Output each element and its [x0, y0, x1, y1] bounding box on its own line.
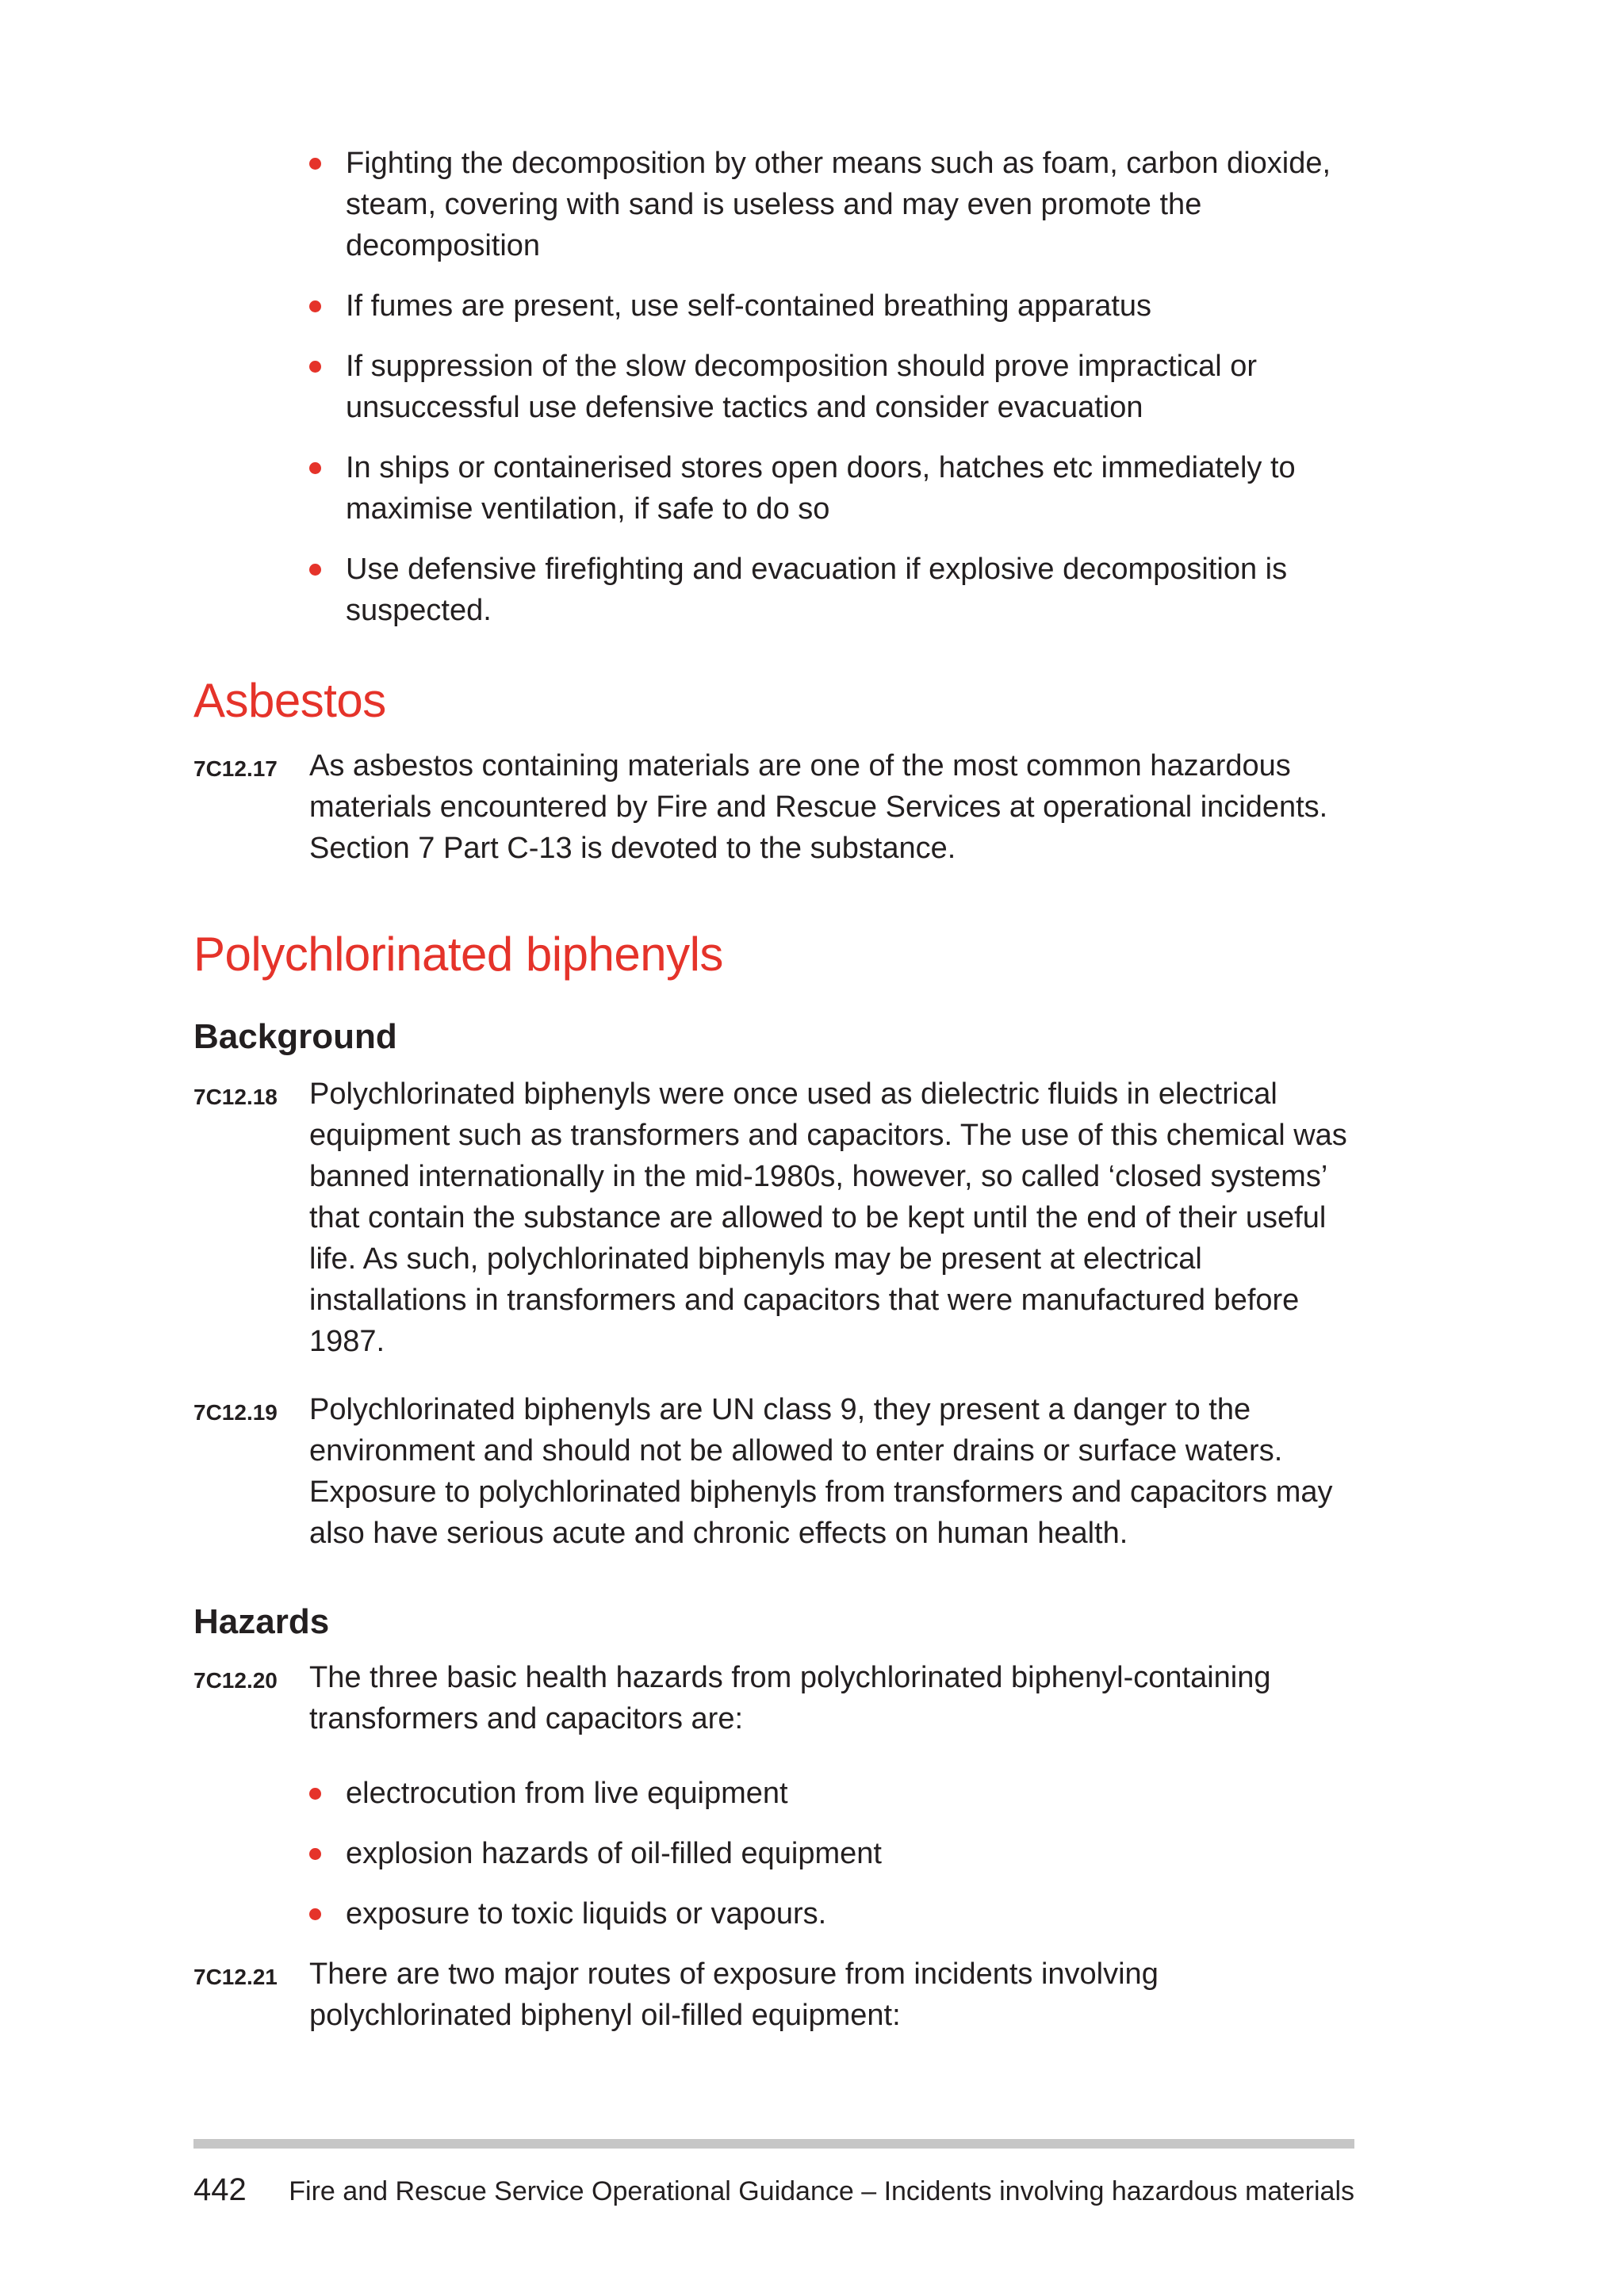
- asbestos-heading: Asbestos: [193, 674, 386, 727]
- background-heading: Background: [193, 1017, 397, 1056]
- list-item-text: If fumes are present, use self-contained breathing apparatus: [346, 289, 1152, 323]
- paragraph-7c12-18: [193, 1073, 1359, 1362]
- paragraph-7c12-19: [193, 1389, 1359, 1554]
- page-number: 442: [193, 2172, 247, 2207]
- list-item-text: Use defensive firefighting and evacuation if explosive decomposition is suspected.: [346, 553, 1288, 627]
- list-item: [309, 1893, 1332, 1934]
- paragraph-number: 7C12.20: [193, 1668, 278, 1693]
- list-item: [309, 346, 1332, 428]
- paragraph-7c12-20: [193, 1657, 1359, 1739]
- page-content: [193, 143, 1359, 2036]
- list-item-text: In ships or containerised stores open doors, hatches etc immediately to maximise ventilation, if safe to do so: [346, 451, 1296, 526]
- list-item-text: If suppression of the slow decomposition should prove impractical or unsuccessful use defensive tactics and consider evacuation: [346, 350, 1258, 424]
- bullet-icon: [309, 1908, 321, 1920]
- list-item-text: explosion hazards of oil-filled equipment: [346, 1837, 882, 1870]
- bullet-icon: [309, 462, 321, 474]
- paragraph-7c12-17: [193, 745, 1359, 869]
- list-item: [309, 1773, 1332, 1814]
- paragraph-number: 7C12.21: [193, 1965, 278, 1989]
- paragraph-text: The three basic health hazards from polychlorinated biphenyl-containing transformers and capacitors are:: [309, 1661, 1271, 1735]
- list-item: [309, 1833, 1332, 1874]
- bullet-icon: [309, 1788, 321, 1800]
- decomposition-bullet-list: [309, 143, 1332, 631]
- paragraph-number: 7C12.17: [193, 756, 278, 781]
- paragraph-text: Polychlorinated biphenyls were once used as dielectric fluids in electrical equipment such as transformers and capacitors. The use of this chemical was banned internationally in the mid-1980s, however, so called ‘closed systems’ that contain the substance are allowed to be kept until the end of their useful life. As such, polychlorinated biphenyls may be present at electrical installations in transformers and capacitors that were manufactured before 1987.: [309, 1077, 1347, 1358]
- bullet-icon: [309, 1848, 321, 1860]
- page-footer: [193, 2172, 1354, 2208]
- footer-title: Fire and Rescue Service Operational Guidance – Incidents involving hazardous materials: [289, 2176, 1354, 2206]
- list-item: [309, 143, 1332, 266]
- bullet-icon: [309, 158, 321, 170]
- list-item: [309, 549, 1332, 631]
- list-item: [309, 447, 1332, 530]
- list-item-text: Fighting the decomposition by other means such as foam, carbon dioxide, steam, covering with sand is useless and may even promote the decomposition: [346, 147, 1331, 262]
- paragraph-7c12-21: [193, 1954, 1359, 2036]
- list-item: [309, 285, 1332, 327]
- hazards-bullet-list: [309, 1773, 1332, 1934]
- bullet-icon: [309, 564, 321, 576]
- bullet-icon: [309, 300, 321, 312]
- hazards-heading: Hazards: [193, 1602, 330, 1641]
- bullet-icon: [309, 361, 321, 373]
- paragraph-number: 7C12.18: [193, 1085, 278, 1109]
- paragraph-text: As asbestos containing materials are one of the most common hazardous materials encountered by Fire and Rescue Services at operational incidents. Section 7 Part C-13 is devoted to the substance.: [309, 749, 1328, 865]
- list-item-text: electrocution from live equipment: [346, 1777, 788, 1810]
- list-item-text: exposure to toxic liquids or vapours.: [346, 1897, 827, 1931]
- paragraph-text: There are two major routes of exposure from incidents involving polychlorinated biphenyl oil-filled equipment:: [309, 1957, 1159, 2032]
- footer-rule: [193, 2139, 1354, 2149]
- pcb-heading: Polychlorinated biphenyls: [193, 928, 723, 981]
- paragraph-text: Polychlorinated biphenyls are UN class 9, they present a danger to the environment and should not be allowed to enter drains or surface waters. Exposure to polychlorinated biphenyls from transformers and capacitors may also have serious acute and chronic effects on human health.: [309, 1393, 1333, 1550]
- paragraph-number: 7C12.19: [193, 1400, 278, 1425]
